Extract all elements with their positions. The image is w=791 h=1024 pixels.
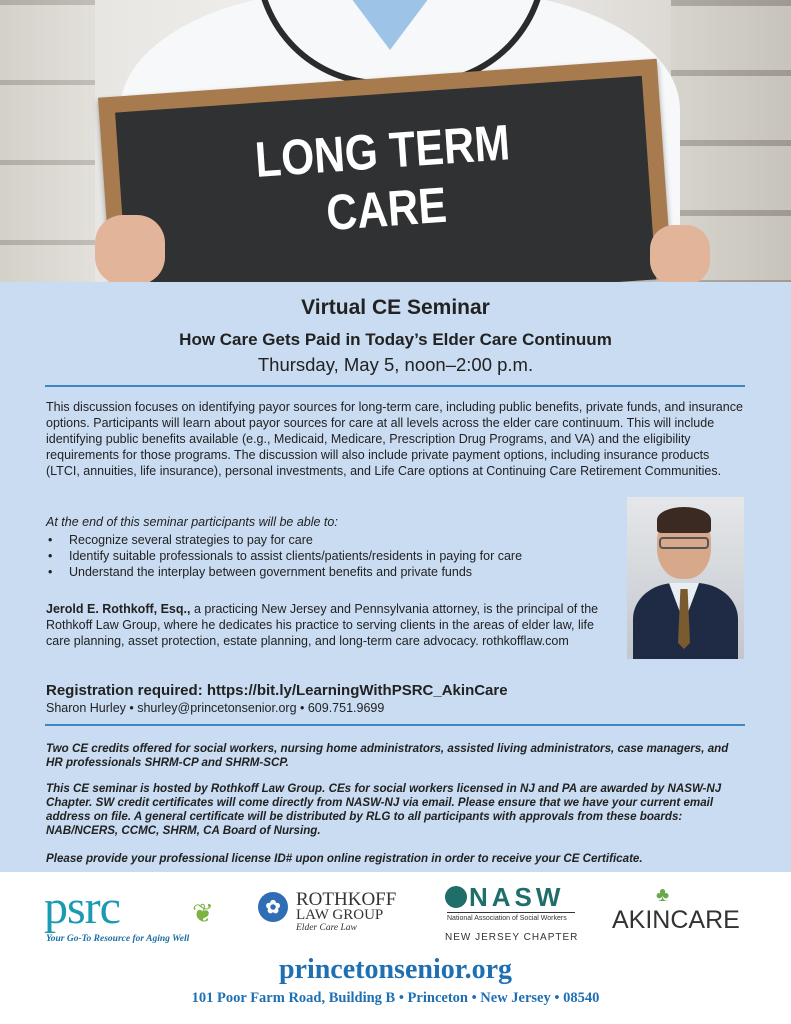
hero-photo: [0, 0, 791, 282]
objective-item: • Identify suitable professionals to assist clients/patients/residents in paying for care: [46, 548, 522, 564]
divider-top: [45, 385, 745, 387]
sponsor-logos: [0, 872, 791, 952]
sign-text: [157, 107, 613, 254]
akincare-logo: [612, 884, 742, 944]
speaker-bio-text: a practicing New Jersey and Pennsylvania attorney, is the principal of the Rothkoff Law Group, where he dedicates his practice to serving clients in the areas of elder law, life care planning, asset protection, estate planning, and long-term care advocacy. rothkofflaw.com: [46, 602, 599, 648]
credits-note: Two CE credits offered for social workers, nursing home administrators, assisted living administrators, case managers, and HR professionals SHRM-CP and SHRM-SCP.: [46, 742, 729, 769]
objectives-list: [46, 532, 522, 580]
nasw-chapter: NEW JERSEY CHAPTER: [445, 932, 579, 943]
divider-bottom: [45, 724, 745, 726]
hosting-note: This CE seminar is hosted by Rothkoff Law Group. CEs for social workers licensed in NJ and PA are awarded by NASW-NJ Chapter. SW credit certificates will come directly from NASW-NJ via email. Please ensure that we have your current email address on file. A general certificate will be distributed by RLG to all participants with approvals from these boards: NAB/NCERS, CCMC, SHRM, CA Board of Nursing.: [46, 782, 722, 837]
registration-link[interactable]: Registration required: https://bit.ly/LearningWithPSRC_AkinCare: [46, 682, 508, 699]
license-note: Please provide your professional license ID# upon online registration in order to receive your CE Certificate.: [46, 852, 643, 865]
nasw-wordmark: NASW: [469, 882, 565, 912]
rothkoff-logo: [258, 890, 428, 940]
shelf-left: [0, 0, 95, 282]
sign-line-2: CARE: [324, 176, 449, 242]
psrc-logo: [44, 881, 234, 944]
psrc-tagline: Your Go-To Resource for Aging Well: [46, 934, 190, 944]
objective-item: • Understand the interplay between government benefits and private funds: [46, 564, 522, 580]
rothkoff-subtitle: Elder Care Law: [296, 923, 357, 933]
seminar-subtitle: How Care Gets Paid in Today’s Elder Care Continuum: [179, 330, 612, 349]
website-link[interactable]: princetonsenior.org: [278, 954, 513, 985]
chalkboard-surface: [115, 76, 656, 282]
contact-info: Sharon Hurley • shurley@princetonsenior.org • 609.751.9699: [46, 701, 385, 715]
objectives-intro: At the end of this seminar participants will be able to:: [46, 515, 338, 529]
psrc-wordmark: psrc: [44, 881, 120, 934]
right-hand: [650, 225, 710, 282]
description-paragraph: This discussion focuses on identifying payor sources for long-term care, including public benefits, private funds, and insurance options. Participants will learn about payor sources for care at all levels across the elder care continuum. This will include identifying public benefits available (e.g., Medicaid, Medicare, Prescription Drug Programs, and VA) and the eligibility requirements for those programs. The discussion will also include private payment options, including insurance products (LTCI, annuities, life insurance), personal investments, and Life Care options at Continuing Care Retirement Communities.: [46, 400, 743, 478]
page-title: Virtual CE Seminar: [301, 296, 490, 319]
left-hand: [95, 215, 165, 282]
ginkgo-leaf-icon: ♣: [656, 884, 670, 906]
footer: [0, 952, 791, 1024]
sign-line-1: LONG TERM: [253, 114, 512, 188]
seminar-date: Thursday, May 5, noon–2:00 p.m.: [257, 354, 534, 375]
chalkboard-sign: [98, 59, 672, 282]
speaker-photo: [627, 497, 744, 659]
speaker-name: Jerold E. Rothkoff, Esq.,: [46, 602, 191, 616]
nasw-fullname: National Association of Social Workers: [447, 915, 567, 922]
photo-glasses: [659, 537, 709, 549]
objective-item: • Recognize several strategies to pay for care: [46, 532, 522, 548]
akincare-wordmark: AKINCARE: [612, 906, 740, 934]
photo-hair: [657, 507, 711, 533]
nasw-logo: [445, 884, 595, 946]
globe-icon: [445, 886, 467, 908]
rothkoff-emblem-icon: ✿: [258, 892, 288, 922]
rothkoff-group: LAW GROUP: [296, 907, 384, 923]
address: 101 Poor Farm Road, Building B • Princeton • New Jersey • 08540: [191, 990, 600, 1006]
nasw-rule: [447, 912, 575, 913]
leaf-icon: ❦: [192, 898, 214, 928]
speaker-bio: [46, 601, 616, 649]
seminar-content: [0, 282, 791, 872]
rothkoff-name: ROTHKOFF: [296, 889, 397, 910]
